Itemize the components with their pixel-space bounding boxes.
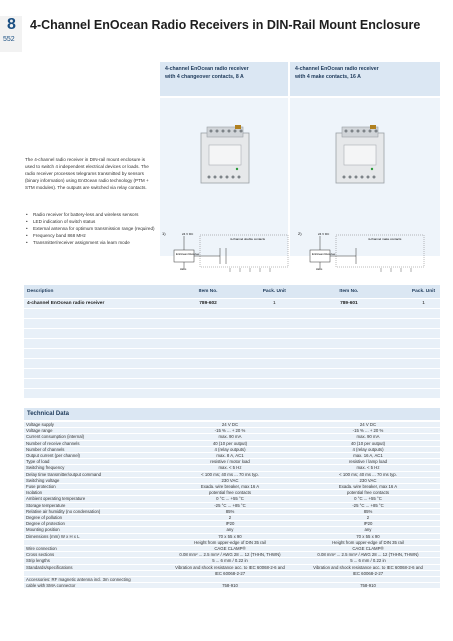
empty-row <box>24 319 440 329</box>
col-pack-1: Pack. Unit <box>258 285 291 299</box>
tech-value-1: 4 (relay outputs) <box>164 446 296 452</box>
description-table <box>24 285 440 398</box>
wiring-1-leds: LEDs <box>180 268 187 271</box>
product-header-2-line1: 4-channel EnOcean radio receiver <box>295 66 379 72</box>
tech-value-2: -15 % ... + 20 % <box>296 428 440 434</box>
row-item-1: 789-602 <box>158 299 258 309</box>
tech-label: Wire connection <box>24 546 164 552</box>
empty-row <box>24 349 440 359</box>
empty-row <box>24 359 440 369</box>
tech-value-1: 40 (10 per output) <box>164 440 296 446</box>
tech-value-1: 0.08 mm² ... 2.5 mm² / AWG 28 ... 12 (THHN, THWN) <box>164 552 296 558</box>
tech-value-1: any <box>164 527 296 533</box>
col-description: Description <box>24 285 158 299</box>
description-header-row <box>24 285 440 299</box>
feature-item: • LED indication of switch status <box>33 219 163 226</box>
empty-row <box>24 389 440 399</box>
wiring-2-marker: 2) <box>298 231 302 236</box>
device-image-2 <box>330 125 390 187</box>
tech-value-1: Height from upper-edge of DIN 35 rail <box>164 539 296 545</box>
wiring-diagram-1 <box>160 230 290 274</box>
tech-value-1: Vibration and shock resistance acc. to IEC 60068-2-6 and <box>164 564 296 570</box>
tech-value-1: CAGE CLAMP® <box>164 546 296 552</box>
tech-label: Voltage range <box>24 428 164 434</box>
chapter-tab <box>0 16 22 52</box>
feature-item: • Transmitter/receiver assignment via learn mode <box>33 240 163 247</box>
tech-label: Switching frequency <box>24 465 164 471</box>
row-pack-1: 1 <box>258 299 291 309</box>
tech-value-2: 2 <box>296 515 440 521</box>
tech-label: Type of load <box>24 459 164 465</box>
tech-row <box>24 471 440 477</box>
tech-label: Delay time transmitter/output command <box>24 471 164 477</box>
col-item-2: Item No. <box>291 285 407 299</box>
page-number: 552 <box>3 36 15 43</box>
tech-value-2: any <box>296 527 440 533</box>
tech-value-2: potential free contacts <box>296 490 440 496</box>
product-header-2 <box>290 62 440 96</box>
tech-label: Storage temperature <box>24 502 164 508</box>
technical-data-heading: Technical Data <box>24 408 440 420</box>
tech-label: Dimensions (mm) W x H x L <box>24 533 164 539</box>
feature-item: • Radio receiver for battery-less and wireless sensors <box>33 212 163 219</box>
feature-item: • External antenna for optimum transmission range (required) <box>33 226 163 233</box>
wiring-diagram-2 <box>296 230 426 274</box>
tech-value-1: IEC 60068-2-27 <box>164 570 296 576</box>
product-header-1-line2: with 4 changeover contacts, 8 A <box>165 73 244 80</box>
tech-value-2: 5 ... 6 mm / 0.22 in <box>296 558 440 564</box>
tech-value-2: 230 VAC <box>296 477 440 483</box>
tech-value-1: < 100 ms; 40 ms ... 70 ms typ. <box>164 471 296 477</box>
tech-value-2: 40 (10 per output) <box>296 440 440 446</box>
tech-value-1: Exada. wire breaker, max 16 A <box>164 484 296 490</box>
tech-label: Cross sections <box>24 552 164 558</box>
tech-value-2: Exada. wire breaker, max 16 A <box>296 484 440 490</box>
tech-label: Mounting position <box>24 527 164 533</box>
wiring-2-block: EnOcean Receiver <box>312 252 336 256</box>
tech-label: Output current (per channel) <box>24 453 164 459</box>
tech-value-2: IEC 60068-2-27 <box>296 570 440 576</box>
tech-value-2: 758-910 <box>296 583 440 589</box>
feature-item: • Frequency band 868 MHz <box>33 233 163 240</box>
tech-value-1: 70 x 55 x 90 <box>164 533 296 539</box>
tech-value-2: 85% <box>296 508 440 514</box>
tech-value-2: IP20 <box>296 521 440 527</box>
tech-label: cable with SMA connector <box>24 583 164 589</box>
row-item-2: 789-601 <box>291 299 407 309</box>
table-row <box>24 299 440 309</box>
tech-label: Standards/specifications <box>24 564 164 570</box>
tech-value-2: resistive / lamp load <box>296 459 440 465</box>
page-title: 4-Channel EnOcean Radio Receivers in DIN-Rail Mount Enclosure <box>30 18 421 32</box>
row-description: 4-channel EnOcean radio receiver <box>24 299 158 309</box>
tech-value-1: IP20 <box>164 521 296 527</box>
wiring-2-leds: LEDs <box>316 268 323 271</box>
tech-value-1: potential free contacts <box>164 490 296 496</box>
tech-value-2: max. 90 mA <box>296 434 440 440</box>
empty-row <box>24 369 440 379</box>
tech-label: Fuse protection <box>24 484 164 490</box>
tech-value-2: 70 x 55 x 90 <box>296 533 440 539</box>
empty-row <box>24 309 440 319</box>
tech-label: Switching voltage <box>24 477 164 483</box>
tech-label: Relative air humidity (no condensation) <box>24 508 164 514</box>
tech-value-2: Height from upper-edge of DIN 35 rail <box>296 539 440 545</box>
tech-label: Accessories: RF magnetic antenna incl. 3m connecting <box>24 577 164 583</box>
tech-value-1: -25 °C ... +85 °C <box>164 502 296 508</box>
wiring-2-label: 4-channel make contacts <box>368 237 402 241</box>
tech-value-1: 24 V DC <box>164 422 296 428</box>
wiring-2-supply: 24 V DC <box>318 232 330 236</box>
tech-value-1: 758-910 <box>164 583 296 589</box>
tech-value-2: max. 16 A, AC1 <box>296 453 440 459</box>
wiring-1-block: EnOcean Receiver <box>176 252 200 256</box>
device-image-1 <box>195 125 255 187</box>
tech-value-1: 0 °C ... +55 °C <box>164 496 296 502</box>
wiring-1-supply: 24 V DC <box>182 232 194 236</box>
product-header-2-line2: with 4 make contacts, 16 A <box>295 73 361 80</box>
tech-value-1: -15 % ... + 20 % <box>164 428 296 434</box>
product-header-1 <box>160 62 288 96</box>
intro-text: The 4-channel radio receiver in DIN-rail mount enclosure is used to switch 4 independent electrical devices or loads. The radio receiver processes telegrams transmitted by sensors (binary information) using EnOcean radio technology (PTM + STM modules). The outputs are switched via relay contacts. <box>25 157 149 190</box>
tech-label: Number of channels <box>24 446 164 452</box>
tech-label: Number of receive channels <box>24 440 164 446</box>
tech-label: Current consumption (internal) <box>24 434 164 440</box>
chapter-number: 8 <box>7 16 16 33</box>
tech-label: Degree of protection <box>24 521 164 527</box>
tech-label: Isolation <box>24 490 164 496</box>
tech-value-2: 24 V DC <box>296 422 440 428</box>
tech-value-2: 4 (relay outputs) <box>296 446 440 452</box>
tech-label: Degree of pollution <box>24 515 164 521</box>
tech-value-1: 230 VAC <box>164 477 296 483</box>
technical-data-table <box>24 421 440 588</box>
tech-value-1: max. 8 A, AC1 <box>164 453 296 459</box>
tech-value-2: Vibration and shock resistance acc. to IEC 60068-2-6 and <box>296 564 440 570</box>
tech-value-2: 0.08 mm² ... 2.5 mm² / AWG 28 ... 12 (THHN, THWN) <box>296 552 440 558</box>
tech-row <box>24 583 440 589</box>
row-pack-2: 1 <box>407 299 440 309</box>
wiring-1-marker: 1) <box>162 231 166 236</box>
tech-value-2: 0 °C ... +55 °C <box>296 496 440 502</box>
tech-value-1: 2 <box>164 515 296 521</box>
tech-label: Strip lengths <box>24 558 164 564</box>
product-header-1-line1: 4-channel EnOcean radio receiver <box>165 66 249 72</box>
col-item-1: Item No. <box>158 285 258 299</box>
tech-value-1: max. 90 mA <box>164 434 296 440</box>
tech-value-2: max. < 5 Hz <box>296 465 440 471</box>
wiring-1-label: 4-channel double contacts <box>230 237 266 241</box>
feature-list <box>25 212 163 246</box>
col-pack-2: Pack. Unit <box>407 285 440 299</box>
tech-value-1: 5 ... 6 mm / 0.22 in <box>164 558 296 564</box>
tech-label: Ambient operating temperature <box>24 496 164 502</box>
tech-value-1: max. < 5 Hz <box>164 465 296 471</box>
tech-value-2: CAGE CLAMP® <box>296 546 440 552</box>
empty-row <box>24 339 440 349</box>
tech-value-2: -25 °C ... +85 °C <box>296 502 440 508</box>
tech-value-1: resistive / motor load <box>164 459 296 465</box>
tech-value-2: < 100 ms; 40 ms ... 70 ms typ. <box>296 471 440 477</box>
tech-value-1: 85% <box>164 508 296 514</box>
empty-row <box>24 379 440 389</box>
empty-row <box>24 329 440 339</box>
tech-label: Voltage supply <box>24 422 164 428</box>
